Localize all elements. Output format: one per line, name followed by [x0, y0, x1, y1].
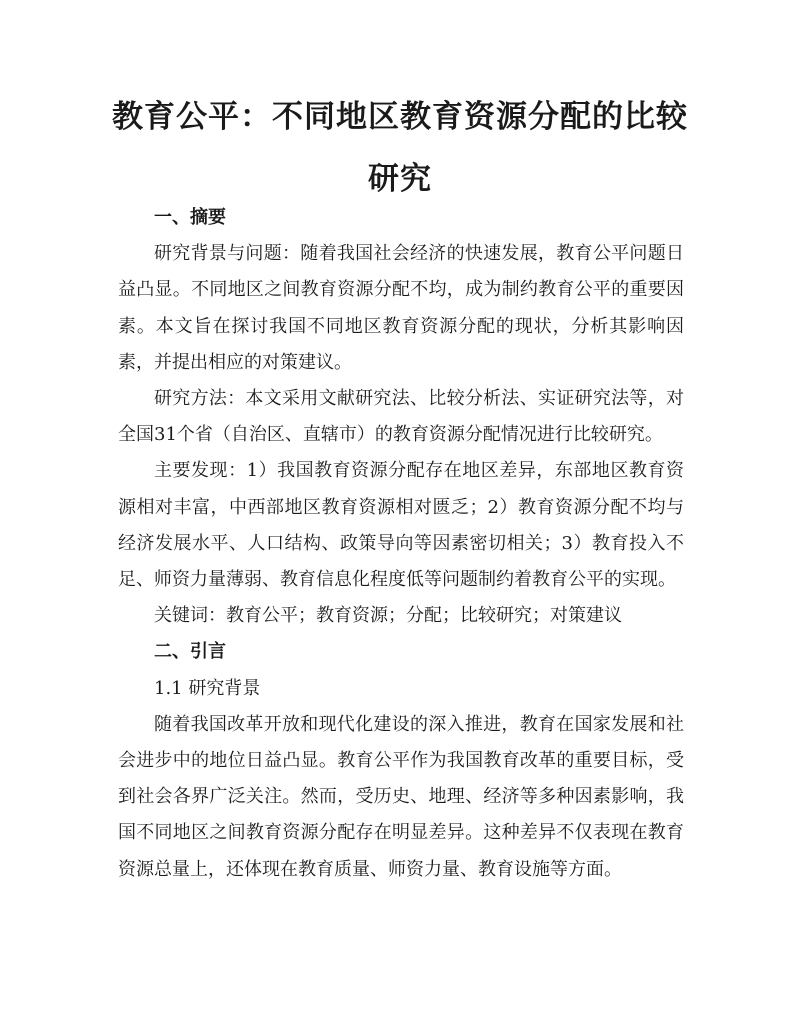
- abstract-background-paragraph: 研究背景与问题：随着我国社会经济的快速发展，教育公平问题日益凸显。不同地区之间教育资源分配不均，成为制约教育公平的重要因素。本文旨在探讨我国不同地区教育资源分配的现状，分析其影响因素，并提出相应的对策建议。: [118, 243, 684, 373]
- document-body: [118, 200, 684, 888]
- introduction-heading: 二、引言: [154, 641, 226, 663]
- introduction-paragraph: 随着我国改革开放和现代化建设的深入推进，教育在国家发展和社会进步中的地位日益凸显。教育公平作为我国教育改革的重要目标，受到社会各界广泛关注。然而，受历史、地理、经济等多种因素影响，我国不同地区之间教育资源分配存在明显差异。这种差异不仅表现在教育资源总量上，还体现在教育质量、师资力量、教育设施等方面。: [118, 713, 684, 880]
- abstract-heading: 一、摘要: [154, 207, 226, 228]
- document-title: 教育公平：不同地区教育资源分配的比较研究: [112, 99, 688, 197]
- research-background-subheading: 1.1 研究背景: [154, 677, 261, 699]
- abstract-methods-paragraph: 研究方法：本文采用文献研究法、比较分析法、实证研究法等，对全国31个省（自治区、直辖市）的教育资源分配情况进行比较研究。: [118, 388, 684, 446]
- abstract-findings-paragraph: 主要发现：1）我国教育资源分配存在地区差异，东部地区教育资源相对丰富，中西部地区教育资源相对匮乏；2）教育资源分配不均与经济发展水平、人口结构、政策导向等因素密切相关；3）教育投入不足、师资力量薄弱、教育信息化程度低等问题制约着教育公平的实现。: [118, 460, 684, 591]
- abstract-keywords: 关键词：教育公平；教育资源；分配；比较研究；对策建议: [154, 605, 622, 627]
